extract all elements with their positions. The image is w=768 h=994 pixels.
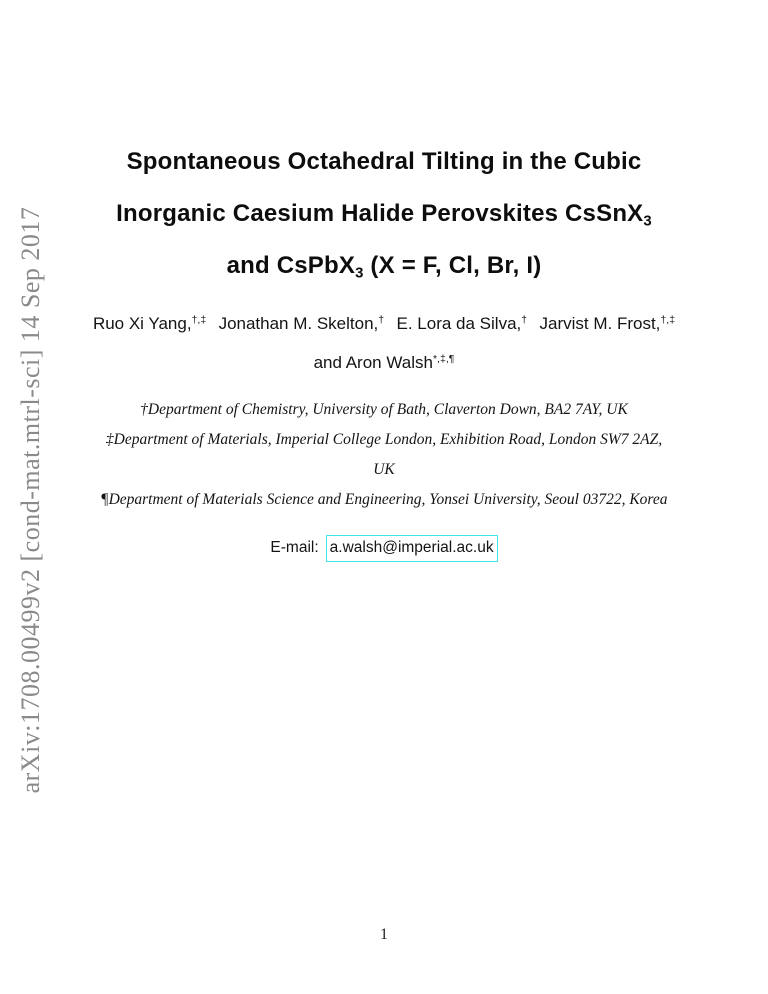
affiliations <box>64 395 704 515</box>
title-line-2 <box>64 188 704 240</box>
affiliation-imperial: ‡Department of Materials, Imperial College London, Exhibition Road, London SW7 2AZ, <box>105 431 663 448</box>
author-jarvist-frost <box>540 314 676 333</box>
title-text-2: Inorganic Caesium Halide Perovskites CsSnX <box>116 200 644 227</box>
title-text-3a: and CsPbX <box>226 252 356 279</box>
title-text-1: Spontaneous Octahedral Tilting in the Cubic <box>126 148 642 175</box>
author-name: and Aron Walsh <box>313 353 433 372</box>
author-line-2 <box>64 343 704 382</box>
page-number: 1 <box>380 926 388 943</box>
author-affil-marks: †,‡ <box>660 314 676 327</box>
arxiv-watermark: arXiv:1708.00499v2 [cond-mat.mtrl-sci] 14 Sep 2017 <box>16 206 45 794</box>
title-text-3b: (X = F, Cl, Br, I) <box>363 252 542 279</box>
email-link[interactable]: a.walsh@imperial.ac.uk <box>326 535 498 562</box>
author-name: Ruo Xi Yang, <box>92 314 192 333</box>
author-affil-marks: † <box>378 314 385 327</box>
subscript-3: 3 <box>643 213 652 230</box>
author-list <box>64 304 704 382</box>
author-name: Jarvist M. Frost, <box>539 314 661 333</box>
author-e-lora-da-silva <box>397 314 528 333</box>
affiliation-bath: †Department of Chemistry, University of Bath, Claverton Down, BA2 7AY, UK <box>140 401 628 418</box>
author-aron-walsh <box>314 353 455 372</box>
affiliation-yonsei: ¶Department of Materials Science and Engineering, Yonsei University, Seoul 03722, Korea <box>100 491 668 508</box>
email-label: E-mail: <box>270 539 319 556</box>
title-line-1 <box>64 136 704 188</box>
author-affil-marks: † <box>521 314 528 327</box>
author-affil-marks: *,‡,¶ <box>432 353 455 366</box>
author-line-1 <box>64 304 704 343</box>
author-name: E. Lora da Silva, <box>396 314 522 333</box>
subscript-3: 3 <box>355 265 364 282</box>
affiliation-imperial-cont: UK <box>373 461 395 478</box>
author-ruo-xi-yang <box>93 314 206 333</box>
title-line-3 <box>64 240 704 292</box>
paper-title <box>64 136 704 292</box>
paper-content <box>64 0 704 562</box>
author-name: Jonathan M. Skelton, <box>218 314 379 333</box>
author-jonathan-skelton <box>219 314 385 333</box>
author-affil-marks: †,‡ <box>191 314 207 327</box>
email-line <box>64 535 704 562</box>
